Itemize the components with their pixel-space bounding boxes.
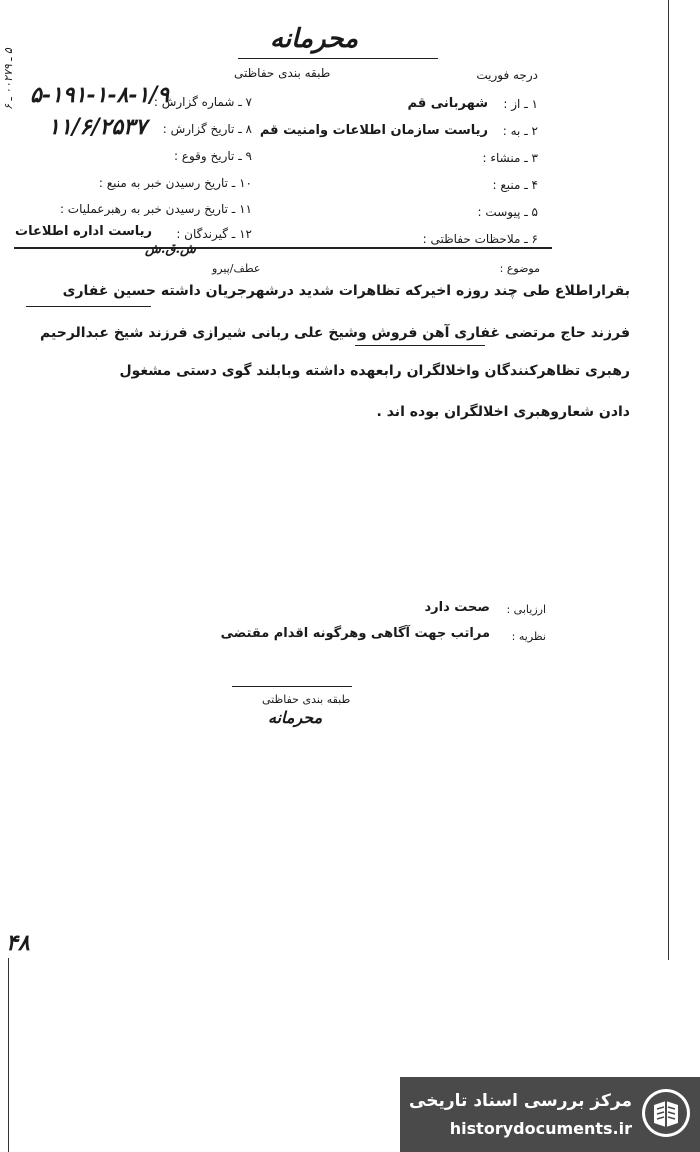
handwritten-code: ش.ق.ش	[145, 242, 196, 257]
footer-watermark	[400, 1077, 700, 1152]
field-from-value: شهربانی قم	[407, 96, 488, 111]
underline-2	[355, 345, 485, 346]
body-line-1: بقراراطلاع طی چند روزه اخیرکه تظاهرات شدید درشهرجریان داشته حسین غفاری	[62, 283, 630, 299]
reference-note: عطف/پیرو	[212, 262, 261, 275]
classification-label: طبقه بندی حفاظتی	[234, 66, 331, 80]
page-number: ۴۸	[6, 930, 30, 956]
field-report-number-value: ۵-۱۹۱-۱-۸-۱/۹	[30, 82, 170, 108]
bottom-stamp-text: محرمانه	[268, 708, 323, 727]
subject-label: موضوع :	[499, 262, 540, 275]
footer-title: مرکز بررسی اسناد تاریخی	[409, 1091, 632, 1111]
priority-label: درجه فوریت	[476, 68, 538, 82]
field-report-date-label: ۸ ـ تاریخ گزارش :	[162, 122, 252, 136]
field-recipients-label: ۱۲ ـ گیرندگان :	[176, 227, 252, 241]
field-to-value: ریاست سازمان اطلاعات وامنیت قم	[259, 123, 488, 138]
classification-stamp: محرمانه	[270, 24, 359, 54]
body-line-2: فرزند حاج مرتضی غفاری آهن فروش وشیخ علی ربانی شیرازی فرزند شیخ عبدالرحیم	[40, 325, 630, 341]
field-source-date-label: ۱۰ ـ تاریخ رسیدن خبر به منبع :	[98, 176, 252, 190]
header-divider	[14, 247, 552, 249]
field-ops-date-label: ۱۱ ـ تاریخ رسیدن خبر به رهبرعملیات :	[59, 202, 252, 216]
field-origin-label: ۳ ـ منشاء :	[482, 151, 538, 165]
bottom-classification-label: طبقه بندی حفاظتی	[262, 693, 351, 706]
field-security-notes-label: ۶ ـ ملاحظات حفاظتی :	[422, 232, 538, 246]
assessment-label: ارزیابی :	[506, 603, 546, 616]
field-report-number-label: ۷ ـ شماره گزارش :	[153, 95, 252, 109]
body-line-3: رهبری تظاهرکنندگان واخلالگران رابعهده داشته وبابلند گوی دستی مشغول	[119, 363, 630, 379]
archive-logo-icon	[642, 1089, 690, 1137]
assessment-value: صحت دارد	[424, 600, 490, 615]
underline-1	[26, 306, 151, 307]
body-line-4: دادن شعاروهبری اخلالگران بوده اند .	[376, 404, 630, 420]
margin-number: ۵ ـ ۰۰۲۷۹ ـ ۶	[2, 48, 15, 110]
field-to-label: ۲ ـ به :	[502, 124, 538, 138]
field-from-label: ۱ ـ از :	[503, 97, 538, 111]
field-report-date-value: ۱۱/۶/۲۵۳۷	[48, 114, 147, 140]
left-margin-line	[8, 958, 9, 1152]
page-border-line	[668, 0, 669, 960]
field-attachment-label: ۵ ـ پیوست :	[477, 205, 538, 219]
opinion-value: مراتب جهت آگاهی وهرگونه اقدام مقتضی	[220, 626, 490, 641]
stamp-underline	[238, 58, 438, 59]
bottom-stamp-line	[232, 686, 352, 687]
footer-website: historydocuments.ir	[449, 1119, 632, 1138]
field-occurrence-date-label: ۹ ـ تاریخ وقوع :	[173, 149, 252, 163]
opinion-label: نظریه :	[511, 630, 546, 643]
field-source-label: ۴ ـ منبع :	[492, 178, 538, 192]
field-recipients-value: ریاست اداره اطلاعات	[15, 224, 152, 239]
